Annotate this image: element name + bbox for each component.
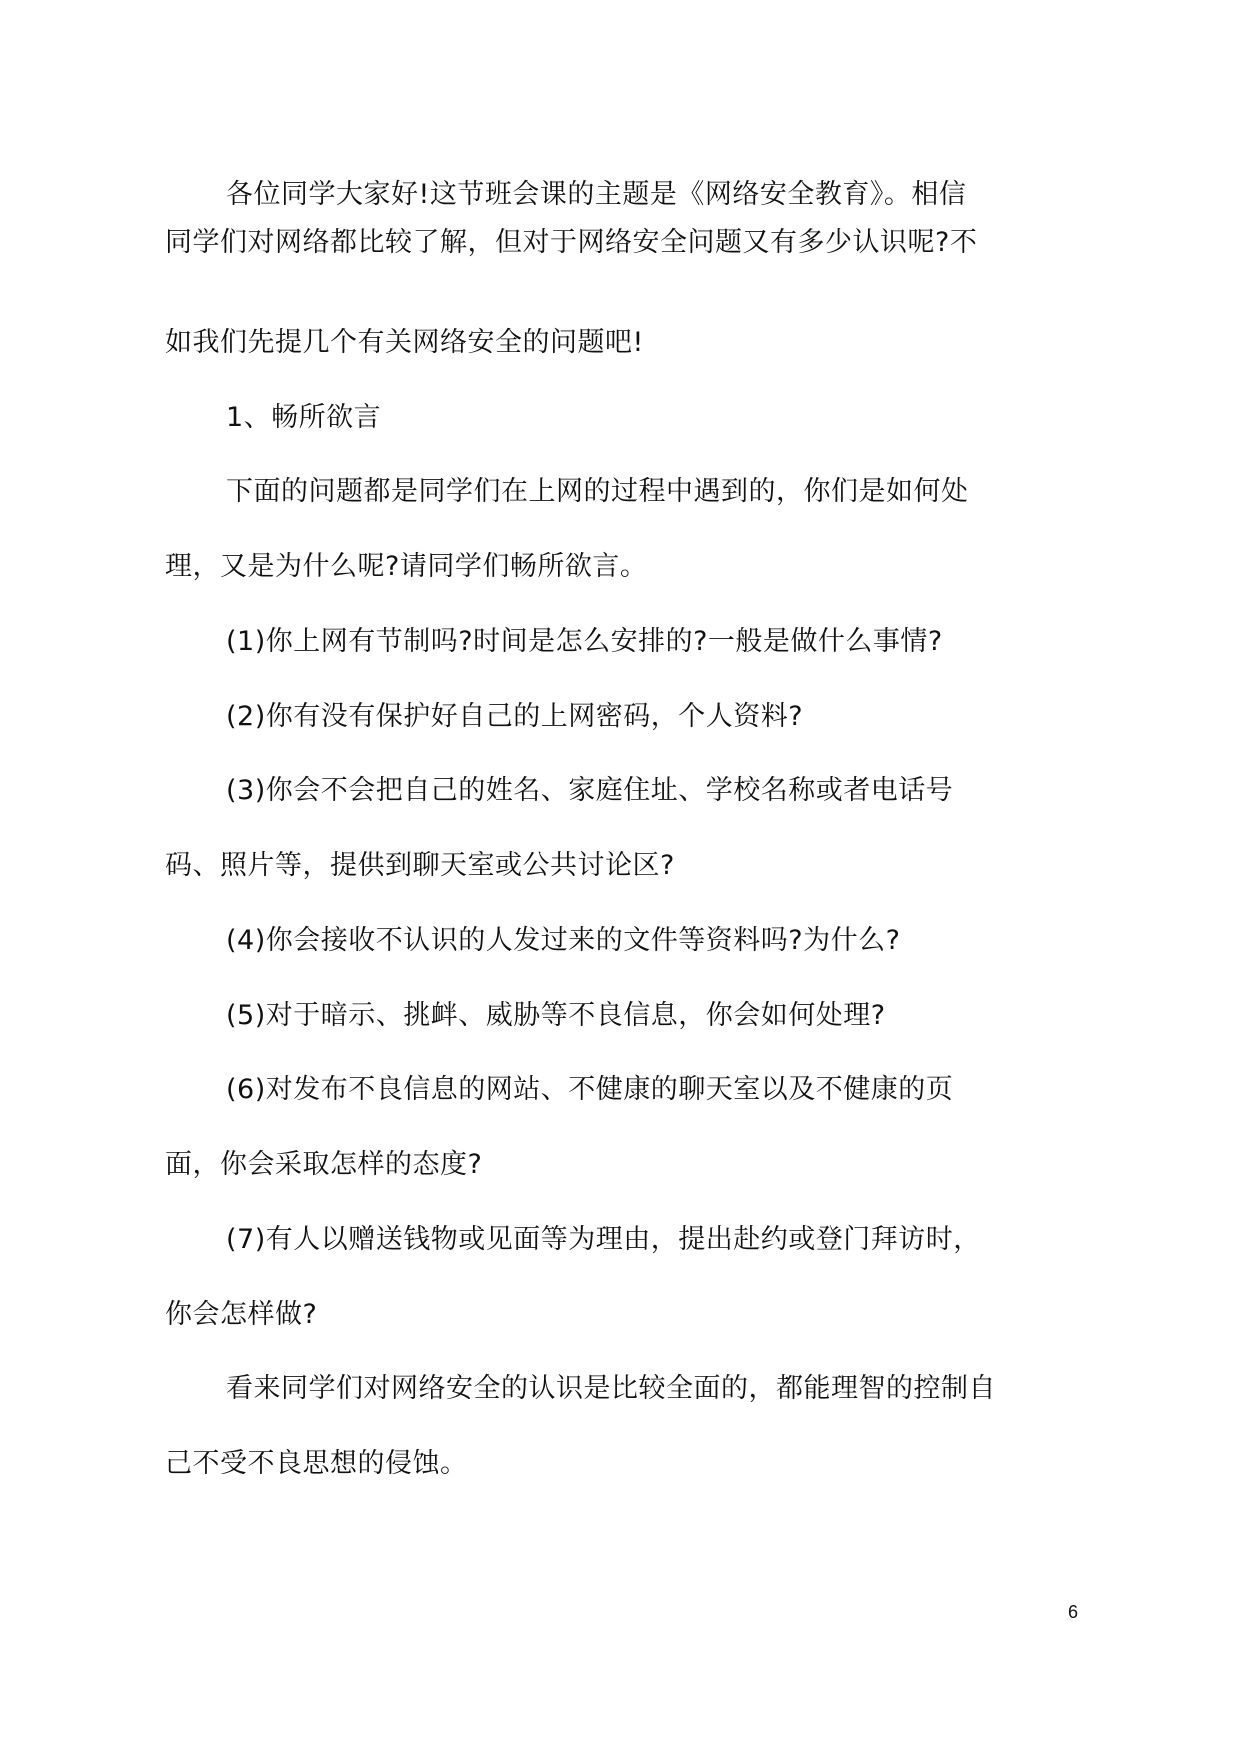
paragraph-line: 理，又是为什么呢?请同学们畅所欲言。 (165, 551, 648, 582)
section-heading: 1、畅所欲言 (226, 402, 382, 433)
paragraph-line: 己不受不良思想的侵蚀。 (165, 1448, 468, 1479)
page-number: 6 (1068, 1602, 1079, 1622)
question-line: (2)你有没有保护好自己的上网密码，个人资料? (226, 701, 804, 732)
question-line: 码、照片等，提供到聊天室或公共讨论区? (165, 850, 675, 881)
question-line: (1)你上网有节制吗?时间是怎么安排的?一般是做什么事情? (226, 626, 943, 657)
paragraph-line: 同学们对网络都比较了解，但对于网络安全问题又有多少认识呢?不 (165, 227, 978, 258)
paragraph-line: 下面的问题都是同学们在上网的过程中遇到的，你们是如何处 (226, 476, 969, 507)
paragraph-line: 如我们先提几个有关网络安全的问题吧! (165, 327, 644, 358)
question-line: 你会怎样做? (165, 1299, 318, 1330)
question-line: (3)你会不会把自己的姓名、家庭住址、学校名称或者电话号 (226, 775, 954, 806)
paragraph-line: 看来同学们对网络安全的认识是比较全面的，都能理智的控制自 (226, 1373, 996, 1404)
question-line: (4)你会接收不认识的人发过来的文件等资料吗?为什么? (226, 925, 901, 956)
question-line: (5)对于暗示、挑衅、威胁等不良信息，你会如何处理? (226, 1000, 886, 1031)
question-line: (6)对发布不良信息的网站、不健康的聊天室以及不健康的页 (226, 1074, 954, 1105)
question-line: 面，你会采取怎样的态度? (165, 1149, 483, 1180)
question-line: (7)有人以赠送钱物或见面等为理由，提出赴约或登门拜访时， (226, 1224, 981, 1255)
paragraph-line: 各位同学大家好!这节班会课的主题是《网络安全教育》。相信 (226, 179, 967, 210)
